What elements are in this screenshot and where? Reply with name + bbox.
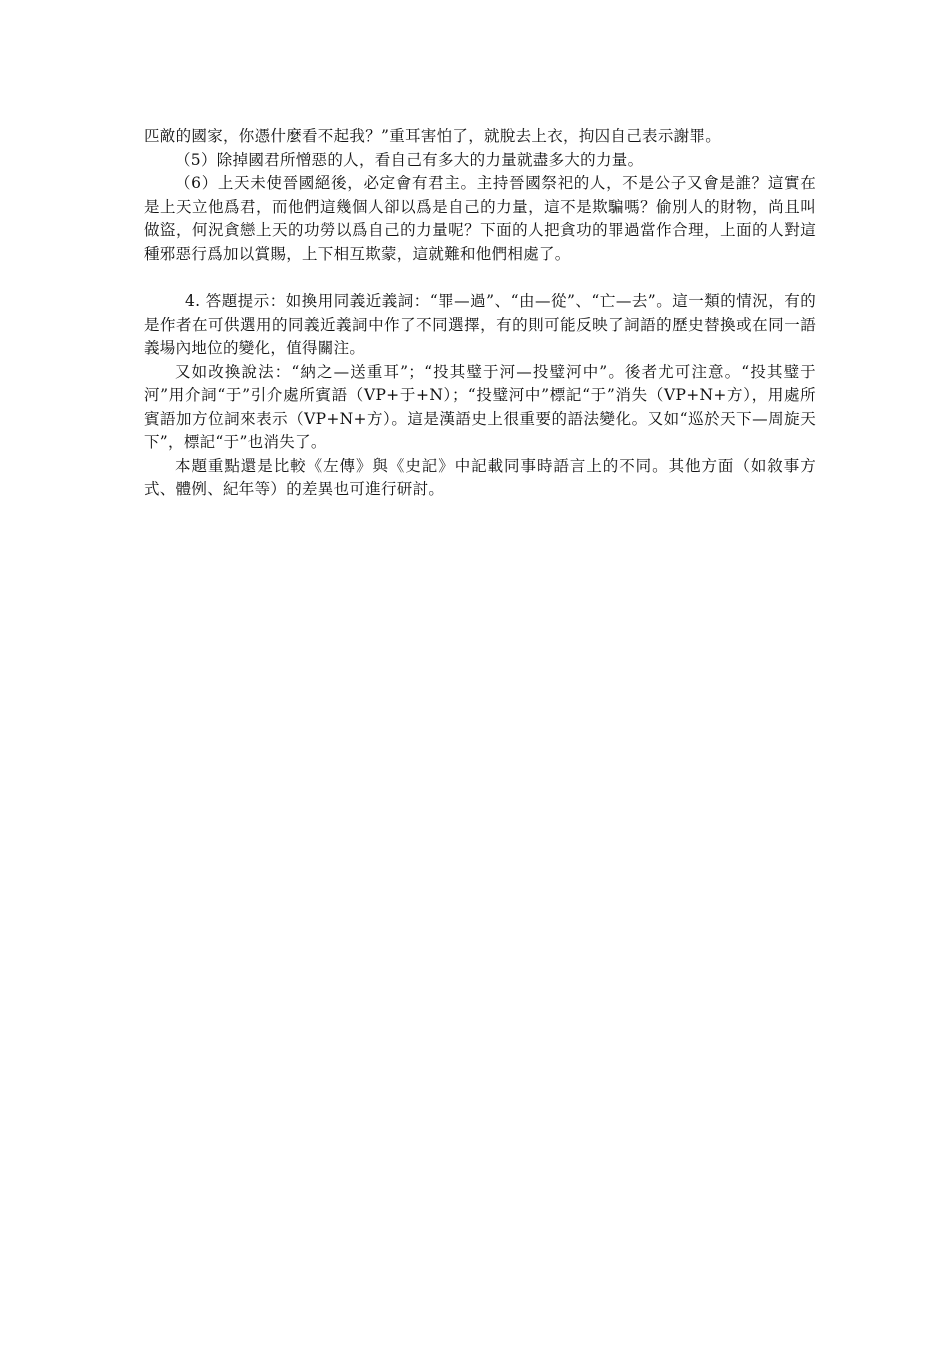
paragraph-answer-hint-4: 4. 答題提示：如換用同義近義詞：“罪—過”、“由—從”、“亡—去”。這一類的情況，有的是作者在可供選用的同義近義詞中作了不同選擇，有的則可能反映了詞語的歷史替換或在同一語義場內地位的變化，值得關注。 bbox=[144, 292, 816, 357]
paragraph-item-6: （6）上天未使晉國絕後，必定會有君主。主持晉國祭祀的人，不是公子又會是誰？這實在是上天立他爲君，而他們這幾個人卻以爲是自己的力量，這不是欺騙嗎？偷別人的財物，尚且叫做盜，何況貪戀上天的功勞以爲自己的力量呢？下面的人把貪功的罪過當作合理，上面的人對這種邪惡行爲加以賞賜，上下相互欺蒙，這就難和他們相處了。 bbox=[144, 174, 816, 263]
paragraph-rephrasing: 又如改換說法：“納之—送重耳”；“投其璧于河—投璧河中”。後者尤可注意。“投其璧于河”用介詞“于”引介處所賓語（VP+于+N）；“投璧河中”標記“于”消失（VP+N+方），用處所賓語加方位詞來表示（VP+N+方）。這是漢語史上很重要的語法變化。又如“巡於天下—周旋天下”，標記“于”也消失了。 bbox=[144, 362, 816, 451]
paragraph-continuation: 匹敵的國家，你憑什麼看不起我？”重耳害怕了，就脫去上衣，拘囚自己表示謝罪。 bbox=[144, 127, 722, 145]
paragraph-focus: 本題重點還是比較《左傳》與《史記》中記載同事時語言上的不同。其他方面（如敘事方式、體例、紀年等）的差異也可進行研討。 bbox=[144, 456, 816, 498]
document-body bbox=[144, 125, 816, 502]
paragraph-item-5: （5）除掉國君所憎惡的人，看自己有多大的力量就盡多大的力量。 bbox=[175, 150, 644, 169]
